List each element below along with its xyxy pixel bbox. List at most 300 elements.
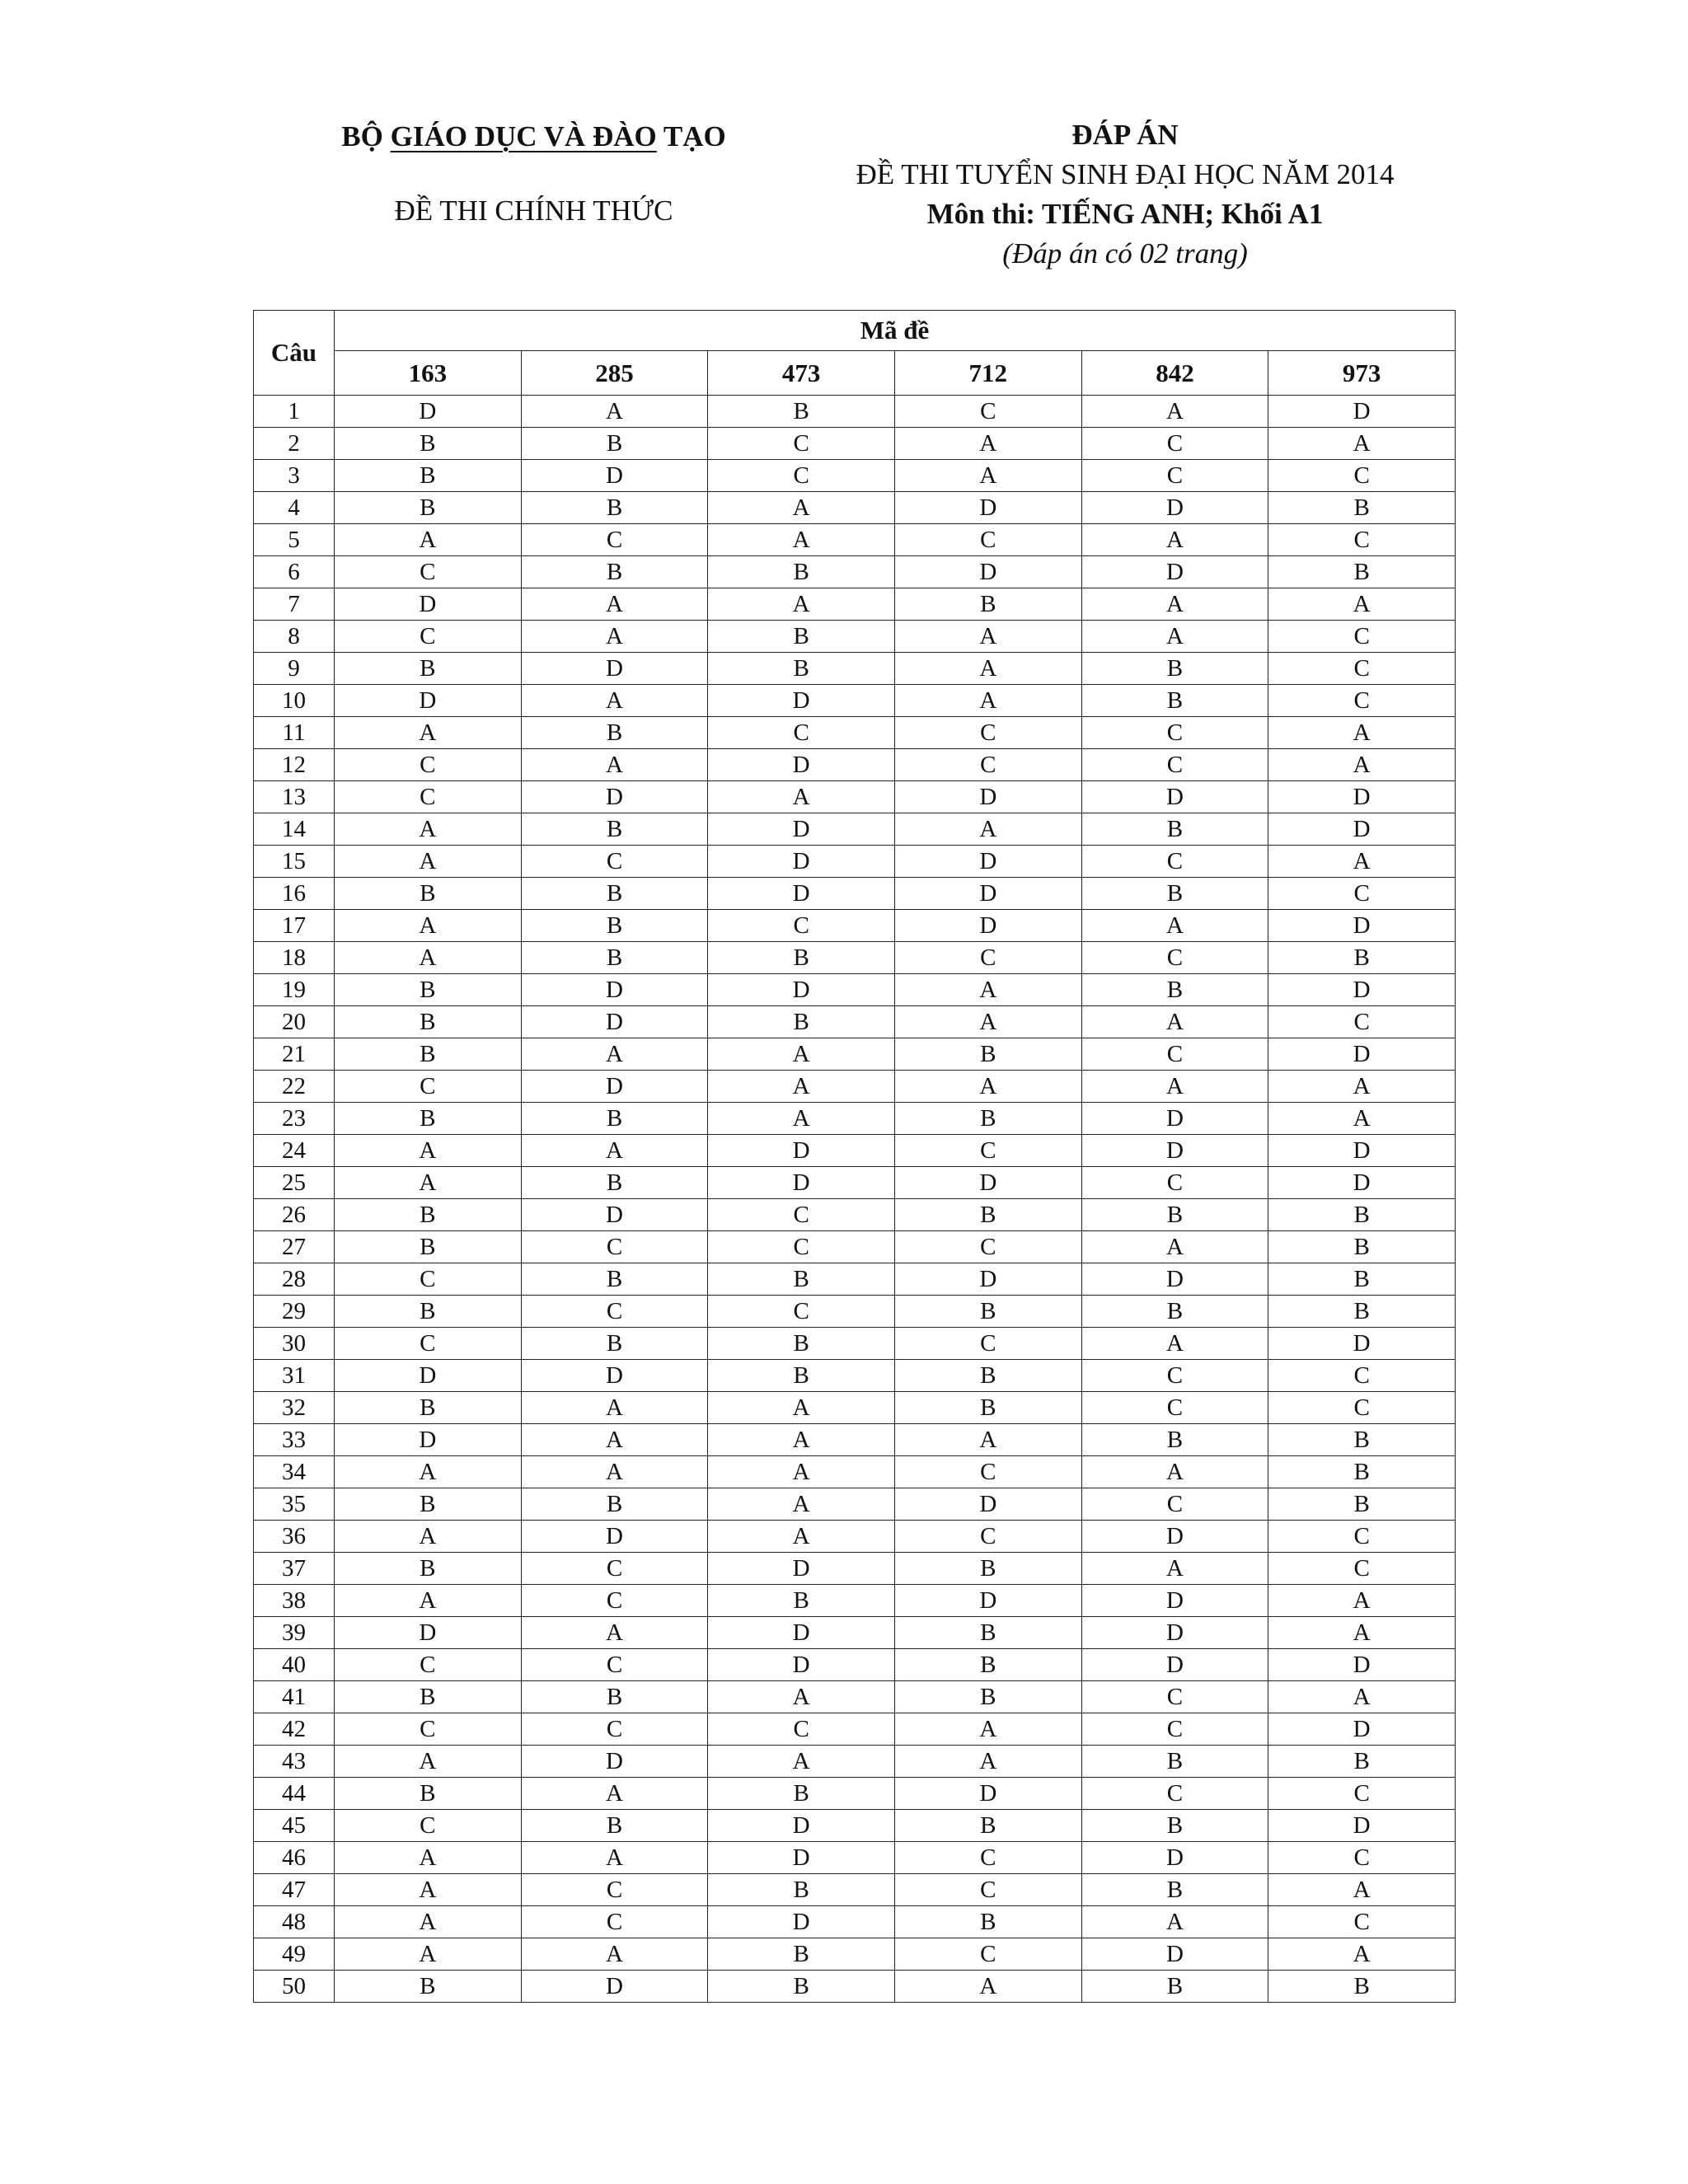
answer-cell: B <box>894 1296 1081 1328</box>
answer-cell: B <box>335 1392 522 1424</box>
question-number: 39 <box>254 1617 335 1649</box>
exam-code-473: 473 <box>708 351 895 396</box>
answer-cell: A <box>1268 717 1456 749</box>
answer-cell: A <box>1268 588 1456 621</box>
question-number: 11 <box>254 717 335 749</box>
answer-cell: D <box>894 910 1081 942</box>
answer-cell: A <box>708 781 895 813</box>
answer-cell: A <box>708 1521 895 1553</box>
question-number: 25 <box>254 1167 335 1199</box>
answer-cell: B <box>708 1938 895 1971</box>
table-row <box>254 1617 1456 1649</box>
answer-cell: A <box>1268 1681 1456 1713</box>
answer-cell: B <box>1081 878 1268 910</box>
table-row <box>254 1488 1456 1521</box>
exam-code-163: 163 <box>335 351 522 396</box>
answer-cell: D <box>521 1746 708 1778</box>
answer-cell: B <box>894 1199 1081 1231</box>
table-row <box>254 1296 1456 1328</box>
answer-cell: A <box>708 524 895 556</box>
answer-cell: D <box>1268 1649 1456 1681</box>
answer-cell: A <box>1268 749 1456 781</box>
question-number: 4 <box>254 492 335 524</box>
answer-cell: A <box>894 460 1081 492</box>
answer-cell: C <box>894 1456 1081 1488</box>
answer-cell: C <box>708 1713 895 1746</box>
answer-cell: C <box>1081 1392 1268 1424</box>
table-row <box>254 1585 1456 1617</box>
table-row <box>254 621 1456 653</box>
answer-cell: C <box>1081 942 1268 974</box>
answer-cell: C <box>894 1521 1081 1553</box>
answer-cell: C <box>708 717 895 749</box>
answer-cell: A <box>335 942 522 974</box>
answer-cell: A <box>521 1617 708 1649</box>
question-number: 40 <box>254 1649 335 1681</box>
question-number: 24 <box>254 1135 335 1167</box>
answer-cell: D <box>894 1167 1081 1199</box>
answer-cell: C <box>335 1810 522 1842</box>
answer-cell: C <box>1081 460 1268 492</box>
table-row <box>254 524 1456 556</box>
answer-cell: C <box>521 846 708 878</box>
answer-cell: A <box>1081 621 1268 653</box>
answer-cell: C <box>894 1135 1081 1167</box>
answer-cell: A <box>335 1135 522 1167</box>
table-row <box>254 685 1456 717</box>
answer-cell: D <box>335 685 522 717</box>
exam-code-973: 973 <box>1268 351 1456 396</box>
question-number: 12 <box>254 749 335 781</box>
answer-cell: C <box>1268 1906 1456 1938</box>
answer-cell: B <box>708 1006 895 1038</box>
answer-cell: D <box>894 781 1081 813</box>
answer-cell: B <box>521 717 708 749</box>
answer-cell: A <box>894 1971 1081 2003</box>
answer-cell: A <box>708 1038 895 1071</box>
question-number: 47 <box>254 1874 335 1906</box>
table-row <box>254 556 1456 588</box>
answer-cell: B <box>1268 1199 1456 1231</box>
answer-cell: B <box>521 1488 708 1521</box>
answer-cell: B <box>708 1263 895 1296</box>
answer-cell: B <box>1268 1231 1456 1263</box>
answer-cell: A <box>708 1424 895 1456</box>
answer-cell: B <box>708 1778 895 1810</box>
table-row <box>254 1713 1456 1746</box>
answer-cell: D <box>335 1424 522 1456</box>
answer-cell: C <box>708 428 895 460</box>
answer-cell: B <box>708 1585 895 1617</box>
answer-cell: D <box>708 685 895 717</box>
answer-cell: A <box>335 1746 522 1778</box>
answer-cell: A <box>1081 1006 1268 1038</box>
table-row <box>254 1199 1456 1231</box>
answer-cell: C <box>521 524 708 556</box>
answer-cell: C <box>335 621 522 653</box>
answer-cell: B <box>708 942 895 974</box>
exam-code-header: Mã đề <box>335 311 1456 351</box>
answer-cell: C <box>335 1263 522 1296</box>
answer-cell: B <box>521 1681 708 1713</box>
table-row <box>254 1103 1456 1135</box>
question-number: 46 <box>254 1842 335 1874</box>
answer-cell: B <box>708 1971 895 2003</box>
answer-cell: B <box>1081 1874 1268 1906</box>
table-row <box>254 1167 1456 1199</box>
answer-cell: B <box>1081 1296 1268 1328</box>
answer-cell: D <box>894 878 1081 910</box>
question-number: 23 <box>254 1103 335 1135</box>
table-row <box>254 717 1456 749</box>
answer-cell: A <box>894 1006 1081 1038</box>
answer-cell: B <box>708 396 895 428</box>
exam-code-712: 712 <box>894 351 1081 396</box>
answer-cell: C <box>708 1199 895 1231</box>
question-number: 33 <box>254 1424 335 1456</box>
answer-cell: C <box>335 1328 522 1360</box>
answer-cell: D <box>708 1167 895 1199</box>
question-number: 17 <box>254 910 335 942</box>
question-number: 9 <box>254 653 335 685</box>
answer-cell: C <box>1268 1392 1456 1424</box>
answer-cell: C <box>521 1296 708 1328</box>
table-row <box>254 878 1456 910</box>
question-number: 3 <box>254 460 335 492</box>
table-row <box>254 653 1456 685</box>
answer-cell: C <box>1081 1488 1268 1521</box>
table-row <box>254 1842 1456 1874</box>
question-number: 49 <box>254 1938 335 1971</box>
answer-cell: D <box>708 1553 895 1585</box>
question-number: 48 <box>254 1906 335 1938</box>
answer-cell: D <box>708 974 895 1006</box>
answer-cell: C <box>1268 1360 1456 1392</box>
answer-cell: B <box>1268 1746 1456 1778</box>
answer-cell: D <box>1081 1938 1268 1971</box>
exam-title: ĐỀ THI TUYỂN SINH ĐẠI HỌC NĂM 2014 <box>856 158 1395 190</box>
answer-cell: B <box>1081 1199 1268 1231</box>
answer-cell: A <box>1268 1585 1456 1617</box>
answer-cell: D <box>708 1842 895 1874</box>
table-row <box>254 1231 1456 1263</box>
answer-cell: A <box>708 1456 895 1488</box>
answer-cell: D <box>521 653 708 685</box>
answer-cell: A <box>708 588 895 621</box>
question-number: 8 <box>254 621 335 653</box>
answer-cell: C <box>1268 1521 1456 1553</box>
answer-cell: D <box>521 1071 708 1103</box>
answer-cell: B <box>335 428 522 460</box>
answer-cell: B <box>521 910 708 942</box>
question-number: 10 <box>254 685 335 717</box>
answer-cell: C <box>708 460 895 492</box>
answer-cell: B <box>1081 1746 1268 1778</box>
answer-cell: D <box>1268 1135 1456 1167</box>
answer-cell: B <box>335 878 522 910</box>
answer-cell: A <box>335 813 522 846</box>
answer-cell: C <box>335 556 522 588</box>
answer-cell: D <box>1268 1713 1456 1746</box>
answer-cell: D <box>1081 781 1268 813</box>
table-row <box>254 974 1456 1006</box>
answer-cell: C <box>521 1874 708 1906</box>
answer-cell: D <box>1081 1649 1268 1681</box>
table-row <box>254 492 1456 524</box>
answer-cell: B <box>335 492 522 524</box>
answer-cell: B <box>521 1167 708 1199</box>
answer-cell: A <box>335 1167 522 1199</box>
answer-cell: A <box>335 1585 522 1617</box>
answer-cell: C <box>894 749 1081 781</box>
answer-cell: C <box>1268 524 1456 556</box>
answer-cell: B <box>1081 685 1268 717</box>
ministry-name-underlined: GIÁO DỤC VÀ ĐÀO <box>390 120 657 152</box>
answer-cell: A <box>335 717 522 749</box>
answer-cell: D <box>521 1971 708 2003</box>
answer-cell: C <box>708 1231 895 1263</box>
answer-cell: D <box>894 1585 1081 1617</box>
answer-cell: B <box>1081 1971 1268 2003</box>
answer-cell: B <box>335 1971 522 2003</box>
answer-cell: C <box>521 1649 708 1681</box>
table-row <box>254 1746 1456 1778</box>
answer-cell: D <box>894 492 1081 524</box>
answer-cell: D <box>1081 1263 1268 1296</box>
answer-cell: D <box>1081 1521 1268 1553</box>
answer-cell: D <box>521 1521 708 1553</box>
answer-cell: B <box>708 1360 895 1392</box>
answer-cell: C <box>521 1906 708 1938</box>
answer-cell: A <box>335 1456 522 1488</box>
answer-cell: D <box>335 1617 522 1649</box>
answer-cell: D <box>708 749 895 781</box>
table-row <box>254 1521 1456 1553</box>
answer-cell: B <box>1268 1971 1456 2003</box>
answer-cell: C <box>1081 717 1268 749</box>
answer-cell: B <box>1268 1296 1456 1328</box>
answer-cell: C <box>335 1713 522 1746</box>
answer-cell: B <box>335 1231 522 1263</box>
answer-cell: C <box>894 942 1081 974</box>
answer-cell: D <box>894 846 1081 878</box>
table-row <box>254 1424 1456 1456</box>
answer-cell: B <box>335 653 522 685</box>
answer-cell: A <box>1081 1328 1268 1360</box>
answer-cell: A <box>894 813 1081 846</box>
answer-cell: D <box>708 1649 895 1681</box>
answer-cell: D <box>521 1006 708 1038</box>
answer-cell: D <box>1268 1167 1456 1199</box>
answer-cell: C <box>1268 1778 1456 1810</box>
question-number: 34 <box>254 1456 335 1488</box>
answer-cell: C <box>335 781 522 813</box>
answer-cell: A <box>1081 588 1268 621</box>
question-number: 32 <box>254 1392 335 1424</box>
answer-cell: C <box>894 1842 1081 1874</box>
table-row <box>254 749 1456 781</box>
answer-cell: D <box>1268 1328 1456 1360</box>
table-row <box>254 1938 1456 1971</box>
answer-cell: D <box>1081 556 1268 588</box>
answer-cell: B <box>335 460 522 492</box>
answer-cell: B <box>335 1006 522 1038</box>
answer-cell: C <box>1268 1553 1456 1585</box>
answer-cell: D <box>1268 396 1456 428</box>
answer-cell: B <box>521 813 708 846</box>
table-row <box>254 1263 1456 1296</box>
answer-cell: A <box>521 1038 708 1071</box>
answer-cell: A <box>1081 1071 1268 1103</box>
answer-cell: B <box>894 1906 1081 1938</box>
answer-cell: A <box>335 1842 522 1874</box>
answer-cell: B <box>708 1328 895 1360</box>
title-block <box>804 115 1447 274</box>
answer-cell: D <box>1268 910 1456 942</box>
ministry-name-pre: BỘ <box>341 120 391 152</box>
table-row <box>254 942 1456 974</box>
table-row <box>254 460 1456 492</box>
answer-cell: A <box>708 492 895 524</box>
answer-cell: B <box>335 1681 522 1713</box>
answer-cell: A <box>521 1392 708 1424</box>
answer-cell: B <box>1268 1488 1456 1521</box>
answer-cell: C <box>894 524 1081 556</box>
answer-cell: B <box>708 556 895 588</box>
answer-cell: A <box>335 524 522 556</box>
table-row <box>254 396 1456 428</box>
answer-cell: B <box>521 1328 708 1360</box>
answer-cell: B <box>521 428 708 460</box>
table-row <box>254 1006 1456 1038</box>
answer-cell: A <box>894 1424 1081 1456</box>
answer-cell: C <box>708 910 895 942</box>
answer-cell: D <box>335 588 522 621</box>
answer-cell: B <box>521 556 708 588</box>
question-number: 38 <box>254 1585 335 1617</box>
answer-cell: A <box>521 1135 708 1167</box>
answer-cell: C <box>521 1713 708 1746</box>
answer-cell: C <box>894 1231 1081 1263</box>
answer-cell: B <box>335 1553 522 1585</box>
answer-cell: C <box>1081 428 1268 460</box>
question-number: 6 <box>254 556 335 588</box>
answer-cell: A <box>894 621 1081 653</box>
answer-cell: B <box>335 1199 522 1231</box>
answer-cell: A <box>521 1938 708 1971</box>
answer-cell: C <box>335 1071 522 1103</box>
answer-cell: A <box>521 685 708 717</box>
answer-cell: D <box>1268 1810 1456 1842</box>
answer-cell: B <box>521 1103 708 1135</box>
answer-cell: B <box>1081 1424 1268 1456</box>
answer-cell: D <box>521 781 708 813</box>
question-number: 31 <box>254 1360 335 1392</box>
table-row <box>254 1135 1456 1167</box>
question-number: 16 <box>254 878 335 910</box>
answer-cell: A <box>521 1424 708 1456</box>
answer-cell: D <box>708 1135 895 1167</box>
answer-cell: C <box>1268 1842 1456 1874</box>
answer-cell: B <box>521 1810 708 1842</box>
answer-cell: B <box>1268 1456 1456 1488</box>
table-row <box>254 1038 1456 1071</box>
table-row <box>254 781 1456 813</box>
question-number: 45 <box>254 1810 335 1842</box>
table-row <box>254 1810 1456 1842</box>
exam-code-285: 285 <box>521 351 708 396</box>
answer-cell: B <box>894 588 1081 621</box>
answer-cell: B <box>1268 942 1456 974</box>
answer-cell: D <box>521 460 708 492</box>
answer-cell: B <box>1081 974 1268 1006</box>
table-row <box>254 428 1456 460</box>
answer-cell: B <box>1268 492 1456 524</box>
question-number: 21 <box>254 1038 335 1071</box>
answer-cell: A <box>521 1842 708 1874</box>
answer-cell: B <box>894 1038 1081 1071</box>
answer-cell: A <box>894 1746 1081 1778</box>
answer-cell: B <box>335 1778 522 1810</box>
answer-cell: C <box>521 1553 708 1585</box>
answer-cell: A <box>708 1392 895 1424</box>
answer-cell: A <box>1081 1906 1268 1938</box>
answer-cell: A <box>894 974 1081 1006</box>
question-number: 29 <box>254 1296 335 1328</box>
answer-cell: D <box>894 1778 1081 1810</box>
answer-cell: C <box>1268 685 1456 717</box>
answer-cell: D <box>708 846 895 878</box>
question-number: 20 <box>254 1006 335 1038</box>
answer-key-table <box>253 310 1456 2003</box>
answer-cell: B <box>1268 1424 1456 1456</box>
answer-cell: D <box>1268 781 1456 813</box>
issuer-block <box>280 115 787 232</box>
answer-cell: A <box>708 1488 895 1521</box>
answer-cell: B <box>894 1649 1081 1681</box>
answer-cell: B <box>894 1553 1081 1585</box>
question-number: 2 <box>254 428 335 460</box>
answer-cell: B <box>521 1263 708 1296</box>
answer-cell: C <box>1268 1006 1456 1038</box>
answer-cell: A <box>894 1071 1081 1103</box>
answer-cell: B <box>894 1617 1081 1649</box>
answer-cell: A <box>1081 1231 1268 1263</box>
question-number: 36 <box>254 1521 335 1553</box>
answer-cell: A <box>521 1456 708 1488</box>
answer-cell: A <box>894 685 1081 717</box>
answer-cell: D <box>1081 1135 1268 1167</box>
table-row <box>254 588 1456 621</box>
answer-cell: A <box>1268 428 1456 460</box>
question-number: 19 <box>254 974 335 1006</box>
answer-cell: D <box>521 974 708 1006</box>
answer-cell: D <box>894 1263 1081 1296</box>
answer-cell: D <box>1081 1842 1268 1874</box>
answer-cell: B <box>894 1360 1081 1392</box>
question-number: 13 <box>254 781 335 813</box>
answer-cell: B <box>894 1681 1081 1713</box>
answer-cell: D <box>521 1360 708 1392</box>
answer-cell: A <box>708 1071 895 1103</box>
answer-cell: C <box>521 1231 708 1263</box>
answer-cell: C <box>1081 1681 1268 1713</box>
question-number: 30 <box>254 1328 335 1360</box>
answer-cell: A <box>708 1746 895 1778</box>
answer-cell: A <box>521 749 708 781</box>
answer-cell: D <box>708 1810 895 1842</box>
answer-cell: A <box>521 396 708 428</box>
